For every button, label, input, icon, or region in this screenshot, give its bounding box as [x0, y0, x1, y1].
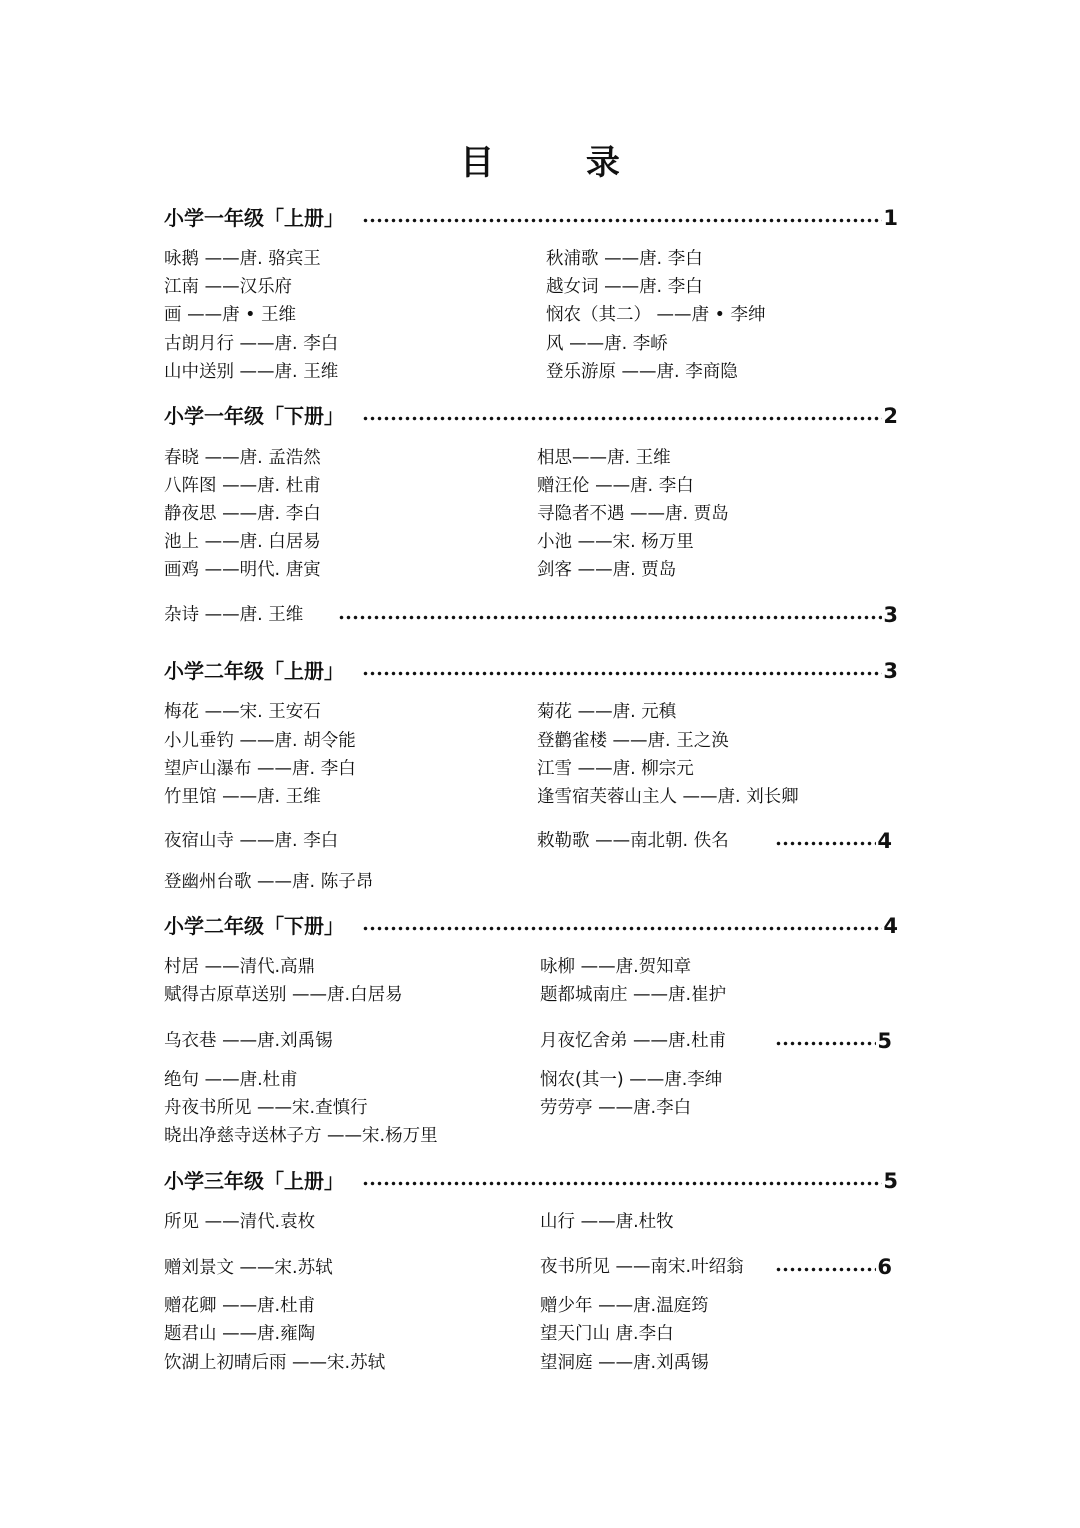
dot-leader — [362, 924, 882, 932]
dot-leader — [338, 613, 882, 621]
toc-entry-with-page[interactable] — [537, 825, 892, 857]
list-item: 夜书所见 ——南宋.叶绍翁 — [540, 1257, 744, 1277]
list-item[interactable]: 寻隐者不遇 ——唐. 贾岛 — [537, 504, 729, 524]
dot-leader — [775, 1265, 876, 1273]
list-item[interactable]: 菊花 ——唐. 元稹 — [537, 702, 677, 722]
list-item[interactable]: 越女词 ——唐. 李白 — [546, 277, 703, 297]
list-item[interactable]: 饮湖上初晴后雨 ——宋.苏轼 — [164, 1353, 386, 1373]
toc-entry-with-page[interactable] — [540, 1025, 892, 1057]
list-item[interactable]: 望庐山瀑布 ——唐. 李白 — [164, 759, 356, 779]
list-item[interactable]: 剑客 ——唐. 贾岛 — [537, 560, 677, 580]
list-item[interactable]: 登乐游原 ——唐. 李商隐 — [546, 362, 738, 382]
list-item[interactable]: 山行 ——唐.杜牧 — [540, 1212, 674, 1232]
list-item[interactable]: 秋浦歌 ——唐. 李白 — [546, 249, 703, 269]
list-item[interactable]: 竹里馆 ——唐. 王维 — [164, 787, 321, 807]
list-item[interactable]: 悯农(其一) ——唐.李绅 — [540, 1070, 723, 1090]
list-item[interactable]: 江雪 ——唐. 柳宗元 — [537, 759, 694, 779]
list-item[interactable]: 相思——唐. 王维 — [537, 448, 671, 468]
list-item[interactable]: 画 ——唐 • 王维 — [164, 305, 297, 325]
list-item[interactable]: 赠少年 ——唐.温庭筠 — [540, 1296, 709, 1316]
list-item[interactable]: 村居 ——清代.高鼎 — [164, 957, 316, 977]
list-item[interactable]: 夜宿山寺 ——唐. 李白 — [164, 831, 339, 851]
list-item[interactable]: 望天门山 唐.李白 — [540, 1324, 674, 1344]
section-heading-label: 小学三年级「上册」 — [164, 1169, 344, 1193]
list-item[interactable]: 小儿垂钓 ——唐. 胡令能 — [164, 731, 356, 751]
page-number: 3 — [883, 659, 898, 683]
section-heading-label: 小学二年级「下册」 — [164, 914, 344, 938]
list-item[interactable]: 池上 ——唐. 白居易 — [164, 532, 321, 552]
list-item[interactable]: 赠刘景文 ——宋.苏轼 — [164, 1258, 333, 1278]
list-item[interactable]: 古朗月行 ——唐. 李白 — [164, 334, 339, 354]
list-item[interactable]: 登幽州台歌 ——唐. 陈子昂 — [164, 872, 374, 892]
toc-entry-with-page[interactable] — [164, 599, 898, 631]
page-number: 2 — [883, 404, 898, 428]
page-number: 4 — [877, 829, 892, 853]
dot-leader — [362, 216, 882, 224]
list-item[interactable]: 赠汪伦 ——唐. 李白 — [537, 476, 694, 496]
section-heading-label: 小学一年级「上册」 — [164, 206, 344, 230]
list-item[interactable]: 题都城南庄 ——唐.崔护 — [540, 985, 727, 1005]
list-item[interactable]: 劳劳亭 ——唐.李白 — [540, 1098, 692, 1118]
list-item[interactable]: 咏柳 ——唐.贺知章 — [540, 957, 692, 977]
page-number: 3 — [883, 603, 898, 627]
dot-leader — [362, 1179, 882, 1187]
list-item[interactable]: 赋得古原草送别 ——唐.白居易 — [164, 985, 403, 1005]
list-item[interactable]: 望洞庭 ——唐.刘禹锡 — [540, 1353, 709, 1373]
list-item[interactable]: 梅花 ——宋. 王安石 — [164, 702, 321, 722]
section-heading-grade2-vol1[interactable] — [164, 655, 898, 687]
list-item[interactable]: 逢雪宿芙蓉山主人 ——唐. 刘长卿 — [537, 787, 799, 807]
page-number: 5 — [877, 1029, 892, 1053]
list-item: 月夜忆舍弟 ——唐.杜甫 — [540, 1031, 727, 1051]
section-heading-grade2-vol2[interactable] — [164, 910, 898, 942]
dot-leader — [362, 669, 882, 677]
page-title: 目 录 — [460, 143, 660, 183]
list-item[interactable]: 小池 ——宋. 杨万里 — [537, 532, 694, 552]
section-heading-grade1-vol1[interactable] — [164, 202, 898, 234]
list-item: 杂诗 ——唐. 王维 — [164, 605, 304, 625]
dot-leader — [775, 839, 876, 847]
list-item[interactable]: 所见 ——清代.袁枚 — [164, 1212, 316, 1232]
list-item[interactable]: 登鹳雀楼 ——唐. 王之涣 — [537, 731, 729, 751]
list-item[interactable]: 春晓 ——唐. 孟浩然 — [164, 448, 321, 468]
section-heading-label: 小学一年级「下册」 — [164, 404, 344, 428]
list-item[interactable]: 山中送别 ——唐. 王维 — [164, 362, 339, 382]
list-item[interactable]: 晓出净慈寺送林子方 ——宋.杨万里 — [164, 1126, 438, 1146]
dot-leader — [362, 414, 882, 422]
page-number: 1 — [883, 206, 898, 230]
list-item[interactable]: 乌衣巷 ——唐.刘禹锡 — [164, 1031, 333, 1051]
list-item: 敕勒歌 ——南北朝. 佚名 — [537, 831, 729, 851]
section-heading-grade1-vol2[interactable] — [164, 400, 898, 432]
list-item[interactable]: 八阵图 ——唐. 杜甫 — [164, 476, 321, 496]
list-item[interactable]: 题君山 ——唐.雍陶 — [164, 1324, 316, 1344]
page-number: 5 — [883, 1169, 898, 1193]
list-item[interactable]: 画鸡 ——明代. 唐寅 — [164, 560, 321, 580]
dot-leader — [775, 1039, 876, 1047]
list-item[interactable]: 悯农（其二） ——唐 • 李绅 — [546, 305, 766, 325]
list-item[interactable]: 舟夜书所见 ——宋.查慎行 — [164, 1098, 368, 1118]
page-number: 4 — [883, 914, 898, 938]
section-heading-grade3-vol1[interactable] — [164, 1165, 898, 1197]
list-item[interactable]: 静夜思 ——唐. 李白 — [164, 504, 321, 524]
toc-entry-with-page[interactable] — [540, 1251, 892, 1283]
section-heading-label: 小学二年级「上册」 — [164, 659, 344, 683]
list-item[interactable]: 咏鹅 ——唐. 骆宾王 — [164, 249, 321, 269]
list-item[interactable]: 风 ——唐. 李峤 — [546, 334, 668, 354]
list-item[interactable]: 绝句 ——唐.杜甫 — [164, 1070, 298, 1090]
page-number: 6 — [877, 1255, 892, 1279]
list-item[interactable]: 江南 ——汉乐府 — [164, 277, 293, 297]
list-item[interactable]: 赠花卿 ——唐.杜甫 — [164, 1296, 316, 1316]
